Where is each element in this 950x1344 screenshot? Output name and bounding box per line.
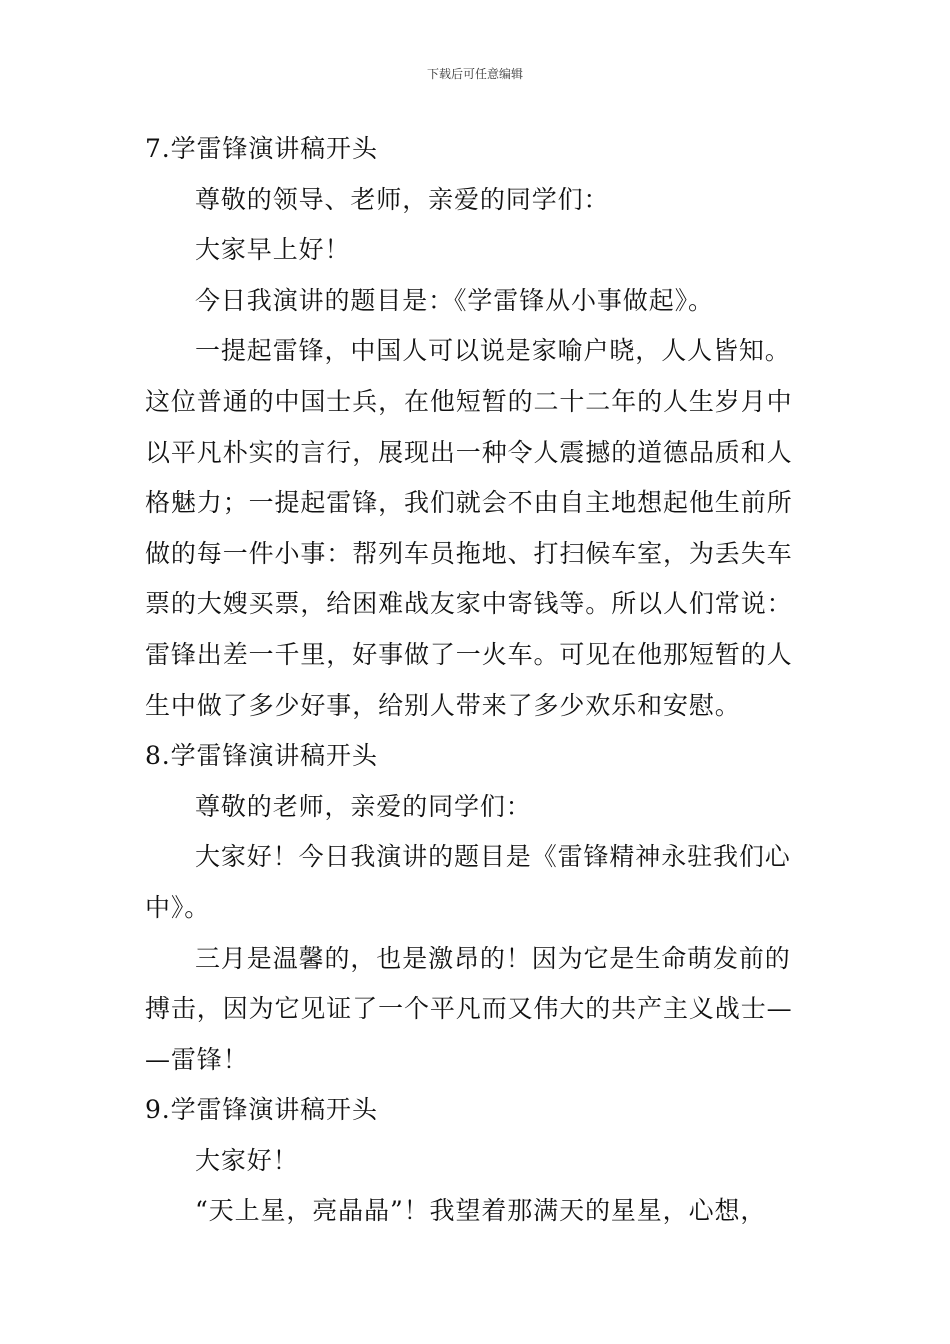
greeting: 大家好！: [195, 1145, 299, 1175]
section-heading-9: 9.学雷锋演讲稿开头: [145, 1095, 378, 1125]
section-heading-8: 8.学雷锋演讲稿开头: [145, 741, 378, 771]
paragraph-line: 搏击，因为它见证了一个平凡而又伟大的共产主义战士—: [145, 994, 793, 1024]
salutation: 尊敬的领导、老师，亲爱的同学们：: [195, 184, 610, 214]
paragraph-line: 这位普通的中国士兵，在他短暂的二十二年的人生岁月中: [145, 386, 793, 416]
paragraph-line: 生中做了多少好事，给别人带来了多少欢乐和安慰。: [145, 690, 741, 720]
page-header-note: 下载后可任意编辑: [426, 67, 523, 81]
paragraph-line: 以平凡朴实的言行，展现出一种令人震撼的道德品质和人: [145, 437, 793, 467]
paragraph-line: 格魅力；一提起雷锋，我们就会不由自主地想起他生前所: [145, 488, 793, 518]
paragraph-line: 做的每一件小事：帮列车员拖地、打扫候车室，为丢失车: [145, 538, 793, 568]
paragraph-line: 中》。: [145, 892, 211, 922]
paragraph-line: 雷锋出差一千里，好事做了一火车。可见在他那短暂的人: [145, 639, 793, 669]
document-body: [145, 128, 807, 1241]
greeting: 大家早上好！: [195, 235, 351, 265]
salutation: 尊敬的老师，亲爱的同学们：: [195, 791, 532, 821]
paragraph-line: 票的大嫂买票，给困难战友家中寄钱等。所以人们常说：: [145, 589, 793, 619]
paragraph-line: 三月是温馨的，也是激昂的！因为它是生命萌发前的: [195, 943, 791, 973]
section-heading-7: 7.学雷锋演讲稿开头: [145, 134, 378, 163]
paragraph-line: “天上星，亮晶晶”！我望着那满天的星星，心想，: [195, 1196, 767, 1226]
paragraph-line: —雷锋！: [145, 1044, 249, 1074]
paragraph-line: 一提起雷锋，中国人可以说是家喻户晓，人人皆知。: [195, 336, 791, 366]
speech-topic: 今日我演讲的题目是：《学雷锋从小事做起》。: [195, 285, 714, 315]
paragraph-line: 大家好！今日我演讲的题目是《雷锋精神永驻我们心: [195, 842, 791, 872]
